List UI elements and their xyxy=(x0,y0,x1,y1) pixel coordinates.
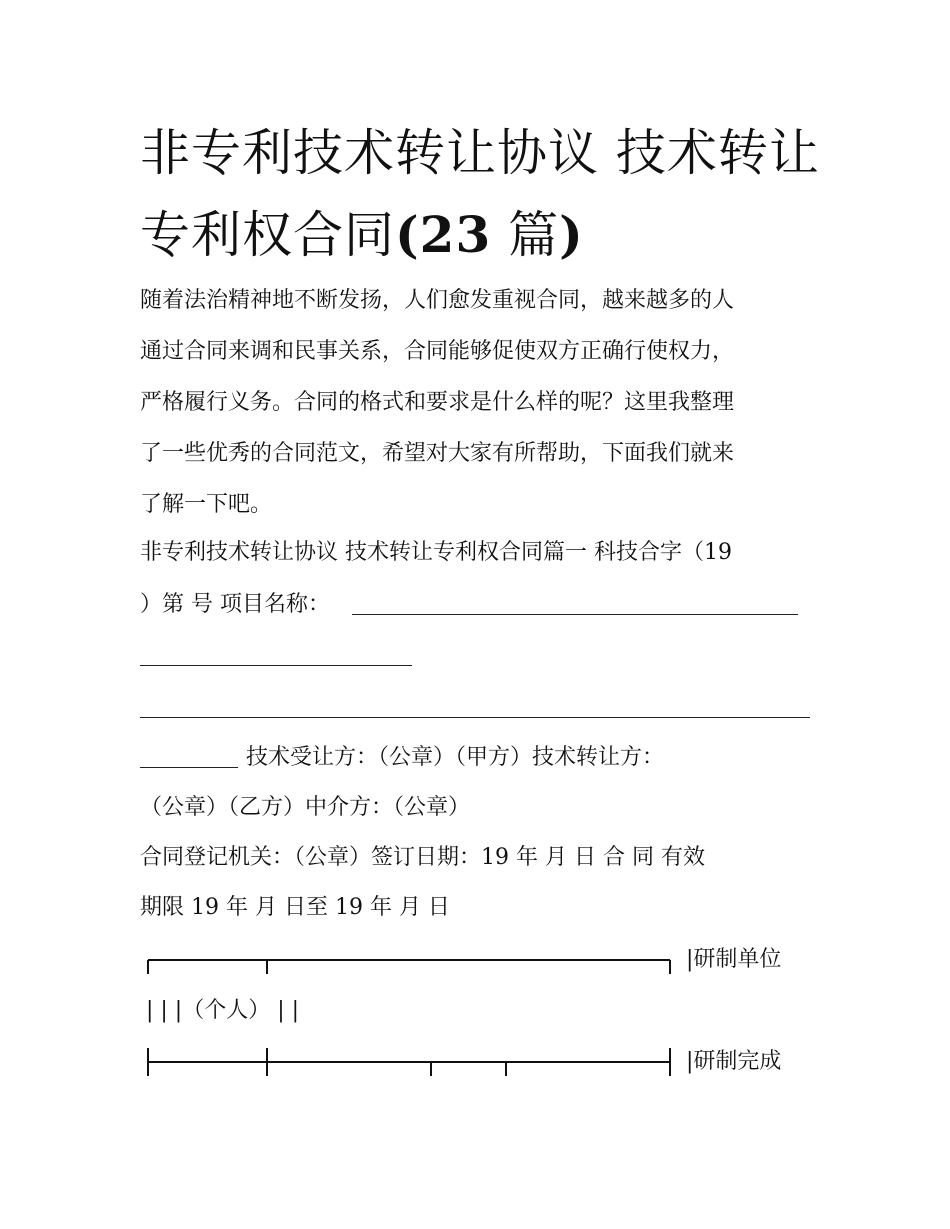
validity-line: 期限 19 年 月 日至 19 年 月 日 xyxy=(140,895,450,920)
transferee-line: 技术受让方：（公章）（甲方）技术转让方： xyxy=(246,745,665,770)
blank-line xyxy=(140,665,412,666)
registration-line: 合同登记机关：（公章）签订日期：19 年 月 日 合 同 有效 xyxy=(140,845,705,870)
research-complete-label: |研制完成 xyxy=(686,1049,782,1074)
title-count-open: (23 xyxy=(395,205,492,264)
title-line-1: 非专利技术转让协议 技术转让 xyxy=(140,124,820,182)
intro-line: 了一些优秀的合同范文，希望对大家有所帮助，下面我们就来 xyxy=(140,441,735,466)
intro-line: 通过合同来调和民事关系，合同能够促使双方正确行使权力， xyxy=(140,339,735,364)
title-line-2-prefix: 专利权合同 xyxy=(140,206,395,264)
section-heading: 非专利技术转让协议 技术转让专利权合同篇一 科技合字（19 xyxy=(140,540,732,565)
title-count-unit: 篇 xyxy=(491,206,560,264)
document-title xyxy=(140,112,830,276)
party-line: （公章）（乙方）中介方：（公章） xyxy=(140,795,471,820)
intro-paragraph xyxy=(140,275,820,530)
intro-line: 随着法治精神地不断发扬，人们愈发重视合同，越来越多的人 xyxy=(140,288,735,313)
intro-line: 了解一下吧。 xyxy=(140,492,273,517)
intro-line: 严格履行义务。合同的格式和要求是什么样的呢？这里我整理 xyxy=(140,390,735,415)
blank-line xyxy=(140,767,238,768)
blank-line xyxy=(140,717,810,718)
project-name-label: ）第 号 项目名称： xyxy=(140,592,330,617)
research-unit-label: |研制单位 xyxy=(686,947,782,972)
project-name-blank xyxy=(352,614,798,615)
title-count-close: ) xyxy=(559,205,584,264)
individual-row: | | |（个人） | | xyxy=(146,998,300,1023)
